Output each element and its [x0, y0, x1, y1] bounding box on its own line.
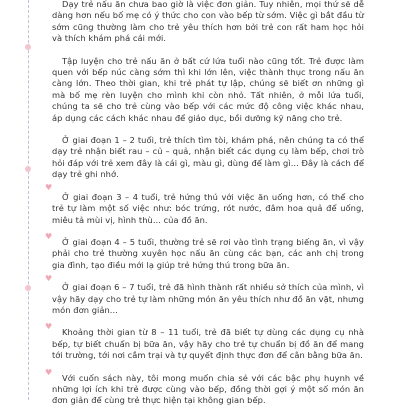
paragraph-stage-6-7: Ở giai đoạn 6 – 7 tuổi, trẻ đã hình thành rất nhiều sở thích của mình, vì vậy hãy dạy cho trẻ tự làm những món ăn yêu thích như đồ ăn vặt, nhưng món đơn giản... [52, 282, 364, 315]
paragraph-practice: Tập luyện cho trẻ nấu ăn ở bất cứ lứa tuổi nào cũng tốt. Trẻ được làm quen với bếp núc càng sớm thì khi lớn lên, việc thành thục trong nấu ăn càng lớn. Theo thời gian, khi trẻ phát tự lập, chúng sẽ biết ơn những gì mà bố mẹ rèn luyện cho mình khi còn nhỏ. Tất nhiên, ở mỗi lứa tuổi, chúng ta sẽ cho trẻ cùng vào bếp với các mức độ công việc khác nhau, áp dụng các cách khác nhau để giáo dục, bồi dưỡng kỹ năng cho trẻ. [52, 55, 364, 123]
heart-bullet-icon: ♥ [45, 322, 53, 331]
heart-bullet-icon: ♥ [45, 274, 53, 283]
paragraph-stage-4-5: Ở giai đoạn 4 – 5 tuổi, thường trẻ sẽ rơi vào tình trạng biếng ăn, vì vậy phải cho trẻ thường xuyên học nấu ăn cùng các bạn, các anh chị trong gia đình, tạo điều mới lạ giúp trẻ hứng thú trong bữa ăn. [52, 236, 364, 270]
paragraph-stage-8-11: Khoảng thời gian từ 8 – 11 tuổi, trẻ đã biết tự dùng các dụng cụ nhà bếp, tự biết chuẩn bị bữa ăn, vậy hãy cho trẻ tự chuẩn bị đồ ăn để mang tới trường, tới nơi cắm trại và tự quyết định thực đơn để cân bằng bữa ăn. [52, 327, 364, 361]
margin-dot [25, 166, 31, 172]
page-margin-line [28, 0, 29, 400]
paragraph-intro: Dạy trẻ nấu ăn chưa bao giờ là việc đơn giản. Tuy nhiên, mọi thứ sẽ dễ dàng hơn nếu bố mẹ có ý thức cho con vào bếp từ sớm. Việc gì bắt đầu từ sớm cũng thường làm cho trẻ yêu thích hơn bởi trẻ con rất ham học hỏi và thích khám phá cái mới. [52, 0, 364, 44]
heart-bullet-icon: ♥ [45, 183, 53, 192]
heart-bullet-icon: ♥ [45, 368, 53, 377]
paragraph-conclusion: Với cuốn sách này, tôi mong muốn chia sẻ với các bậc phụ huynh về những lợi ích khi trẻ được cùng vào bếp, đồng thời gợi ý một số món ăn đơn giản để cùng trẻ thực hiện tại không gian bếp. [52, 372, 364, 406]
margin-dot [25, 44, 31, 50]
heart-bullet-icon: ♥ [45, 232, 53, 241]
body-text [52, 0, 364, 418]
paragraph-stage-1-2: Ở giai đoạn 1 – 2 tuổi, trẻ thích tìm tòi, khám phá, nên chúng ta có thể dạy trẻ nhận biết rau – củ – quả, nhận biết các dụng cụ làm bếp, chơi trò hỏi đáp với trẻ xem đây là cái gì, màu gì, dùng để làm gì... Đây là cách để dạy trẻ ghi nhớ. [52, 135, 364, 180]
margin-dot [25, 285, 31, 291]
paragraph-stage-3-4: Ở giai đoạn 3 – 4 tuổi, trẻ hứng thú với việc ăn uống hơn, có thể cho trẻ tự làm một số việc như: bóc trứng, rót nước, đâm hoa quả để uống, miêu tả mùi vị, hình thù... của đồ ăn. [52, 191, 364, 225]
